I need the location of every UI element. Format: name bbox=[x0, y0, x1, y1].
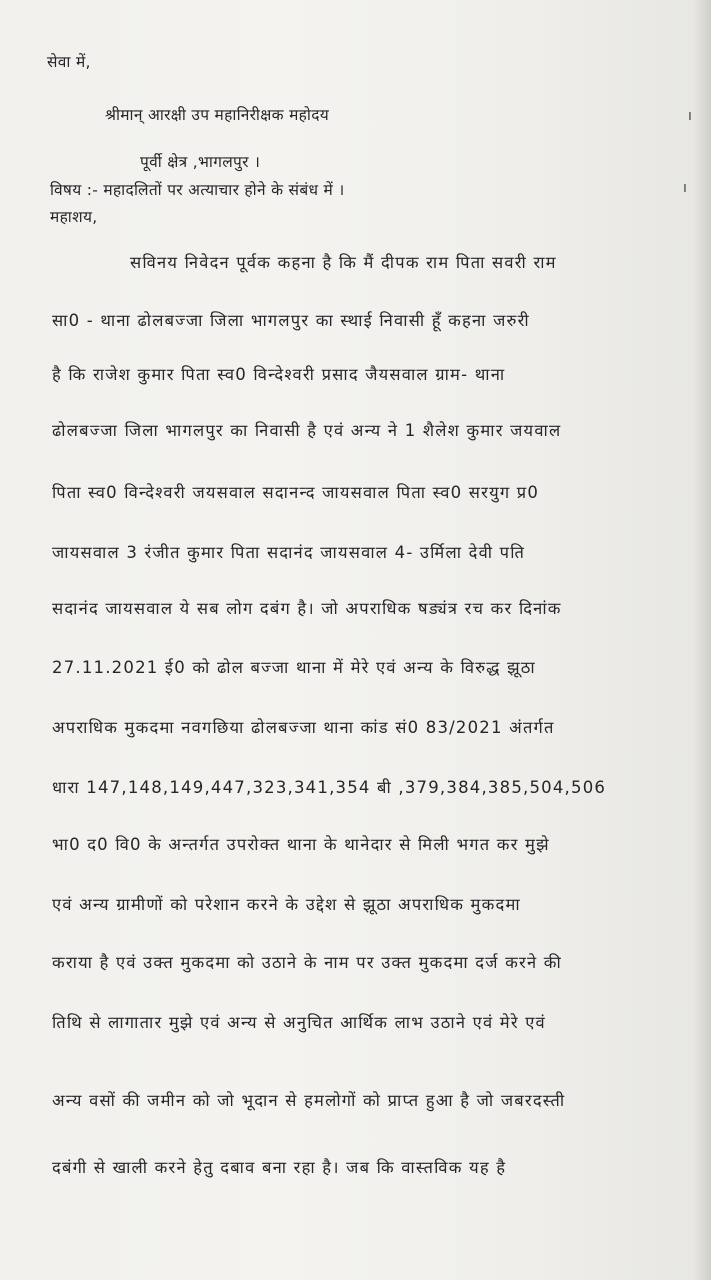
body-line: तिथि से लागातार मुझे एवं अन्य से अनुचित आर्थिक लाभ उठाने एवं मेरे एवं bbox=[52, 1013, 546, 1032]
body-line: पिता स्व0 विन्देश्वरी जयसवाल सदानन्द जायसवाल पिता स्व0 सरयुग प्र0 bbox=[52, 483, 540, 502]
recipient-line-1: श्रीमान् आरक्षी उप महानिरीक्षक महोदय bbox=[105, 106, 330, 124]
body-line: सविनय निवेदन पूर्वक कहना है कि मैं दीपक राम पिता सवरी राम bbox=[130, 253, 557, 272]
salutation-to: सेवा में, bbox=[47, 53, 91, 71]
body-line: 27.11.2021 ई0 को ढोल बज्जा थाना में मेरे एवं अन्य के विरुद्ध झूठा bbox=[52, 658, 536, 677]
body-line: अन्य वसों की जमीन को जो भूदान से हमलोगों को प्राप्त हुआ है जो जबरदस्ती bbox=[52, 1091, 566, 1110]
recipient-line-2: पूर्वी क्षेत्र ,भागलपुर । bbox=[140, 153, 261, 171]
body-line: जायसवाल 3 रंजीत कुमार पिता सदानंद जायसवाल 4- उर्मिला देवी पति bbox=[52, 543, 526, 562]
body-line: है कि राजेश कुमार पिता स्व0 विन्देश्वरी प्रसाद जैयसवाल ग्राम- थाना bbox=[52, 365, 506, 384]
body-line: कराया है एवं उक्त मुकदमा को उठाने के नाम पर उक्त मुकदमा दर्ज करने की bbox=[52, 953, 562, 972]
subject-line: विषय :- महादलितों पर अत्याचार होने के संबंध में । bbox=[50, 181, 345, 199]
body-line: सदानंद जायसवाल ये सब लोग दबंग है। जो अपराधिक षड्यंत्र रच कर दिनांक bbox=[52, 599, 562, 618]
page-edge-shadow bbox=[693, 0, 711, 1280]
body-line: भा0 द0 वि0 के अन्तर्गत उपरोक्त थाना के थानेदार से मिली भगत कर मुझे bbox=[52, 835, 550, 854]
body-line: एवं अन्य ग्रामीणों को परेशान करने के उद्देश से झूठा अपराधिक मुकदमा bbox=[52, 895, 521, 914]
body-line: धारा 147,148,149,447,323,341,354 बी ,379,384,385,504,506 bbox=[52, 778, 607, 797]
greeting: महाशय, bbox=[50, 208, 98, 226]
margin-mark: ı bbox=[683, 180, 687, 196]
margin-mark: ı bbox=[688, 108, 692, 124]
body-line: दबंगी से खाली करने हेतु दबाव बना रहा है। जब कि वास्तविक यह है bbox=[52, 1158, 507, 1177]
body-line: ढोलबज्जा जिला भागलपुर का निवासी है एवं अन्य ने 1 शैलेश कुमार जयवाल bbox=[52, 421, 562, 440]
body-line: अपराधिक मुकदमा नवगछिया ढोलबज्जा थाना कांड सं0 83/2021 अंतर्गत bbox=[52, 718, 555, 737]
body-line: सा0 - थाना ढोलबज्जा जिला भागलपुर का स्थाई निवासी हूँ कहना जरुरी bbox=[52, 311, 530, 330]
